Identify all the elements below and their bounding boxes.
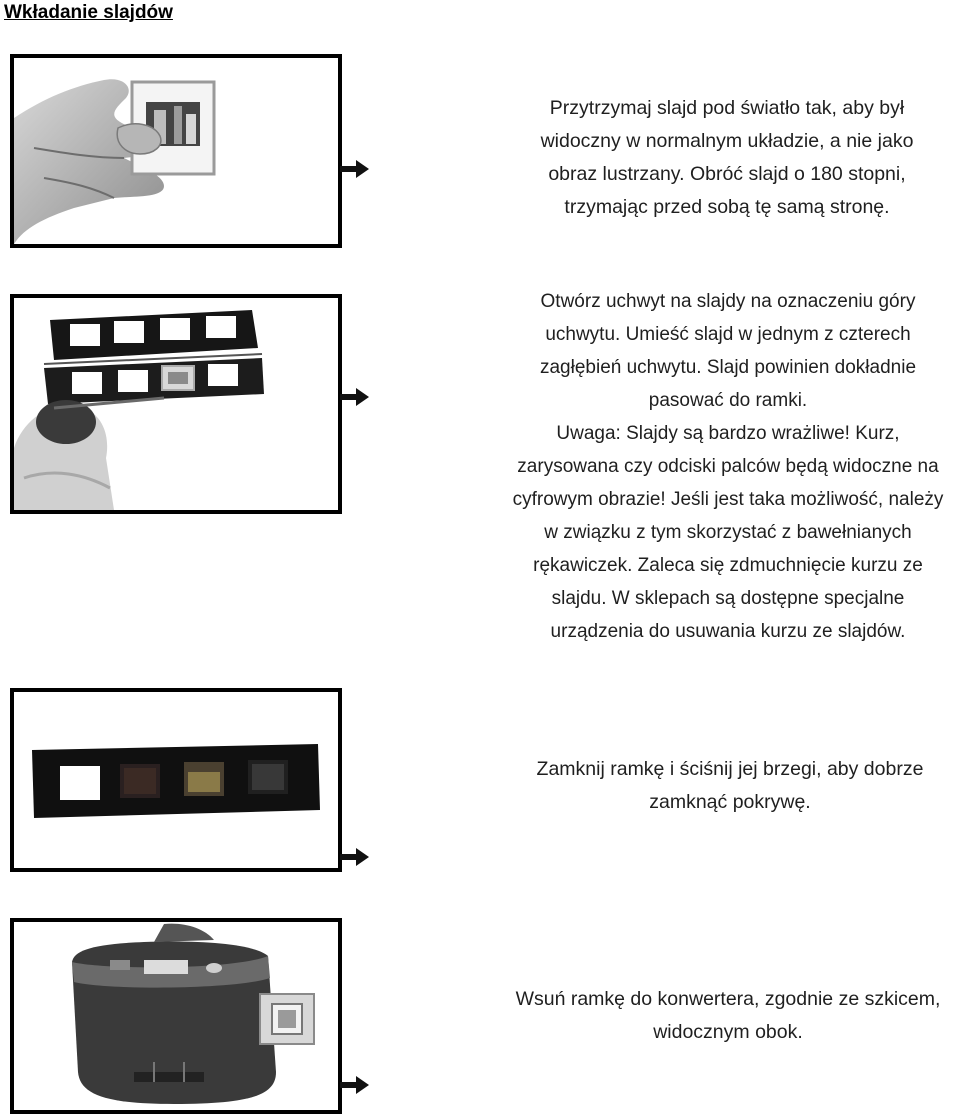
step-2-text (508, 285, 948, 648)
page-title: Wkładanie slajdów (4, 2, 173, 23)
step-2-warning: Uwaga: Slajdy są bardzo wrażliwe! Kurz, zarysowana czy odciski palców będą widoczne na cyfrowym obrazie! Jeśli jest taka możliwość, należy w związku z tym skorzystać z bawełnianych rękawiczek. Zaleca się zdmuchnięcie kurzu ze slajdu. W sklepach są dostępne specjalne urządzenia do usuwania kurzu ze slajdów. (512, 423, 944, 642)
step-2-instruction: Otwórz uchwyt na slajdy na oznaczeniu góry uchwytu. Umieść slajd w jednym z czterech zagłębień uchwytu. Slajd powinien dokładnie pasować do ramki. (539, 291, 917, 411)
arrow-right-icon (340, 386, 370, 408)
step-4-text: Wsuń ramkę do konwertera, zgodnie ze szkicem, widocznym obok. (515, 988, 941, 1043)
arrow-right-icon (340, 158, 370, 180)
illustration-hand-holding-slide (10, 54, 342, 248)
arrow-right-icon (340, 846, 370, 868)
illustration-closed-slide-holder (10, 688, 342, 872)
illustration-open-slide-holder (10, 294, 342, 514)
arrow-right-icon (340, 1074, 370, 1096)
step-3-text: Zamknij ramkę i ściśnij jej brzegi, aby dobrze zamknąć pokrywę. (536, 758, 924, 813)
step-1-text: Przytrzymaj slajd pod światło tak, aby był widoczny w normalnym układzie, a nie jako obraz lustrzany. Obróć slajd o 180 stopni, trzymając przed sobą tę samą stronę. (540, 97, 914, 218)
illustration-converter-with-holder (10, 918, 342, 1114)
